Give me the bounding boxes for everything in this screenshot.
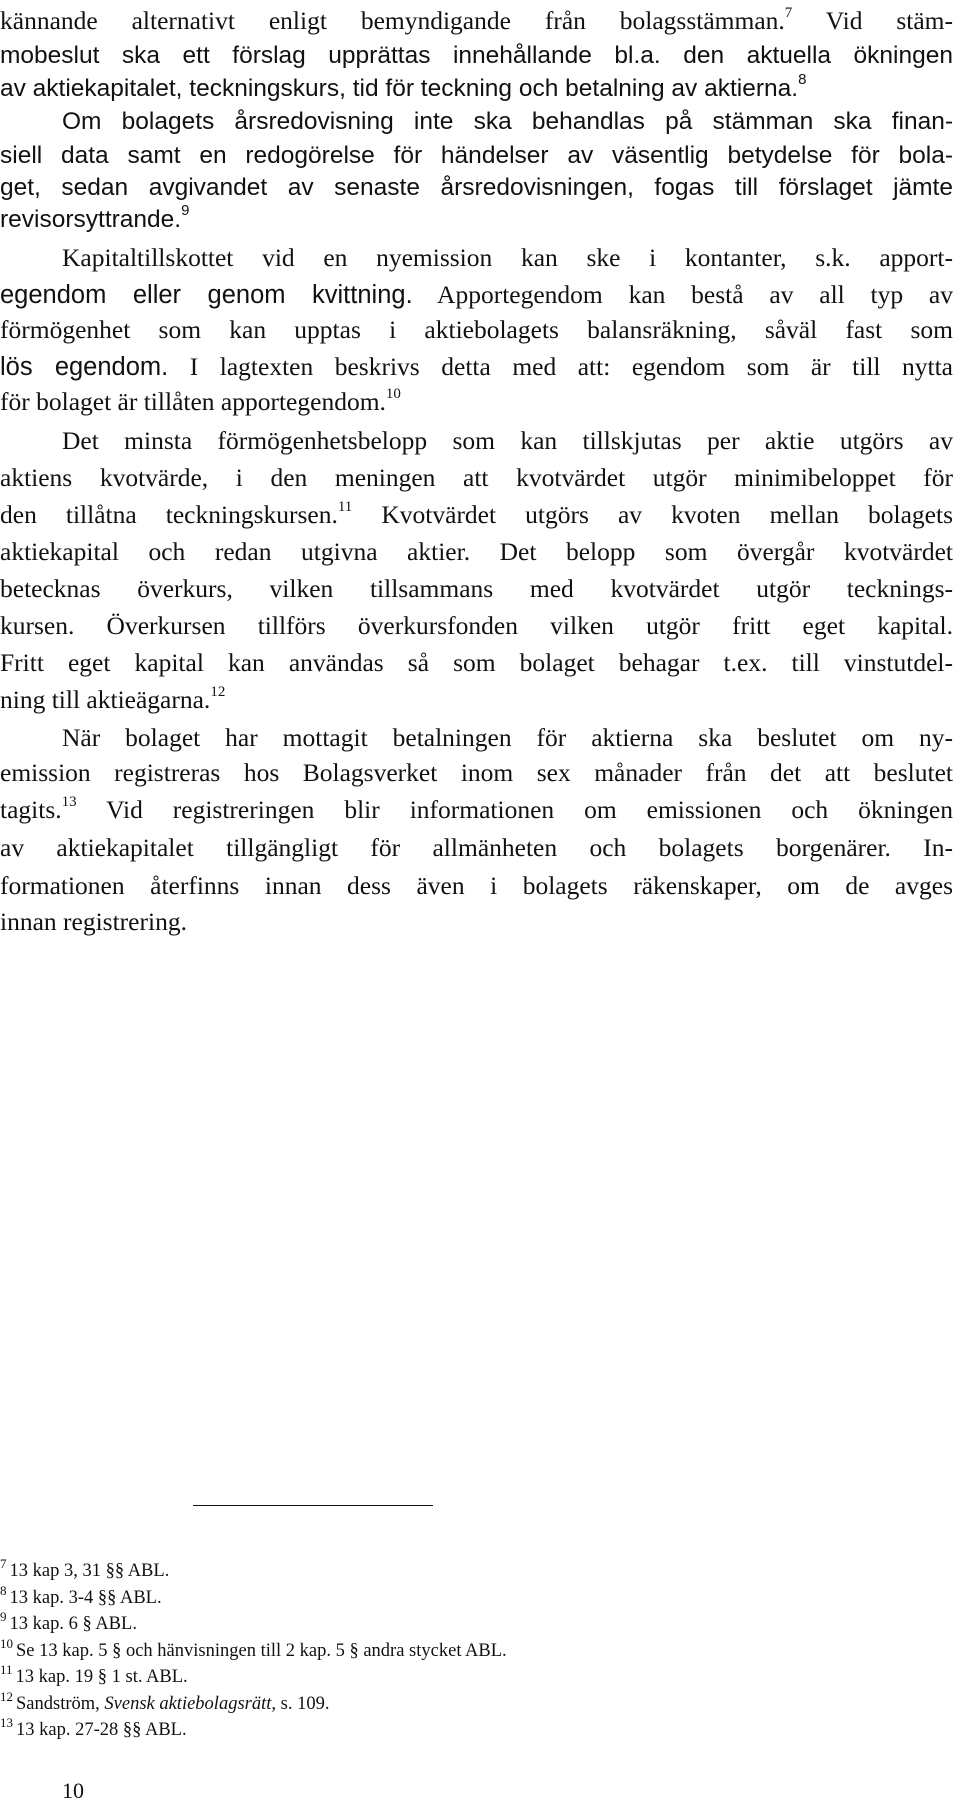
text-line — [0, 495, 953, 535]
footnote-text: 13 kap. 19 § 1 st. ABL. — [15, 1667, 188, 1687]
text-segment: Kapitaltillskottet vid en nyemission kan ske i kontanter, s.k. apport- — [62, 243, 953, 272]
text-line — [0, 569, 953, 609]
text-line — [0, 382, 953, 422]
footnote — [0, 1557, 900, 1585]
text-segment: Apportegendom kan bestå av all typ av — [412, 280, 953, 309]
footnote-number: 9 — [0, 1609, 7, 1624]
text-segment: Vid registreringen blir informationen om emissionen och ökningen — [76, 795, 953, 824]
text-segment: ning till aktieägarna. — [0, 685, 211, 714]
text-segment: av aktiekapitalet, teckningskurs, tid för teckning och betalning av aktierna. — [0, 75, 799, 102]
footnote — [0, 1663, 900, 1691]
text-segment: formationen återfinns innan dess även i bolagets räkenskaper, om de avges — [0, 871, 953, 900]
text-line — [62, 421, 953, 461]
footnote-text: Sandström, — [16, 1694, 105, 1714]
text-segment: siell data samt en redogörelse för händelser av väsentlig betydelse för bola- — [0, 142, 953, 169]
text-segment: betecknas överkurs, vilken tillsammans med kvotvärdet utgör tecknings- — [0, 574, 953, 603]
footnote-text: 13 kap. 6 § ABL. — [9, 1614, 137, 1634]
text-line — [0, 1, 953, 41]
text-segment: kursen. Överkursen tillförs överkursfonden vilken utgör fritt eget kapital. — [0, 611, 953, 640]
text-segment: I lagtexten beskrivs detta med att: egendom som är till nytta — [168, 352, 953, 381]
footnote-number: 11 — [0, 1662, 13, 1677]
text-line — [0, 680, 953, 720]
text-segment: Det minsta förmögenhetsbelopp som kan tillskjutas per aktie utgörs av — [62, 426, 953, 455]
text-segment: Kvotvärdet utgörs av kvoten mellan bolagets — [352, 500, 954, 529]
text-line — [0, 200, 953, 240]
text-line — [0, 643, 953, 683]
footnote-reference: 10 — [385, 385, 401, 402]
footnote — [0, 1584, 900, 1612]
footnote-text: 13 kap 3, 31 §§ ABL. — [9, 1561, 170, 1581]
text-segment: förmögenhet som kan upptas i aktiebolagets balansräkning, såväl fast som — [0, 315, 953, 344]
text-line — [0, 753, 953, 793]
text-segment: När bolaget har mottagit betalningen för aktierna ska beslutet om ny- — [62, 723, 953, 752]
text-line — [0, 790, 953, 830]
text-segment: tagits. — [0, 795, 62, 824]
footnote-text: Se 13 kap. 5 § och hänvisningen till 2 kap. 5 § andra stycket ABL. — [16, 1641, 507, 1661]
footnote-reference: 8 — [798, 70, 807, 88]
text-line — [62, 238, 953, 278]
text-segment: Vid stäm- — [792, 6, 953, 35]
footnote-text: 13 kap. 27-28 §§ ABL. — [16, 1720, 187, 1740]
text-line — [0, 532, 953, 572]
footnote-number: 12 — [0, 1689, 13, 1704]
footnote — [0, 1716, 900, 1744]
text-segment: Fritt eget kapital kan användas så som bolaget behagar t.ex. till vinstutdel- — [0, 648, 953, 677]
footnote-text-tail: s. 109. — [276, 1694, 330, 1714]
footnote-number: 8 — [0, 1583, 7, 1598]
footnote-number: 10 — [0, 1636, 13, 1651]
text-segment: innan registrering. — [0, 907, 187, 936]
text-line — [0, 275, 953, 315]
footnote-number: 7 — [0, 1556, 7, 1571]
footnote-title: Svensk aktiebolagsrätt, — [104, 1694, 276, 1714]
text-segment: för bolaget är tillåten apportegendom. — [0, 387, 386, 416]
text-segment: av aktiekapitalet tillgängligt för allmänheten och bolagets borgenärer. In- — [0, 833, 953, 862]
text-line — [0, 828, 953, 868]
text-segment: aktiens kvotvärde, i den meningen att kvotvärdet utgör minimibeloppet för — [0, 463, 953, 492]
text-line — [0, 606, 953, 646]
text-line — [62, 718, 953, 758]
text-segment: den tillåtna teckningskursen. — [0, 500, 338, 529]
footnote — [0, 1610, 900, 1638]
footnote — [0, 1637, 900, 1665]
footnote-separator — [193, 1505, 433, 1506]
text-line — [0, 866, 953, 906]
text-segment: Om bolagets årsredovisning inte ska behandlas på stämman ska finan- — [62, 108, 953, 135]
footnote-reference: 12 — [210, 683, 226, 700]
footnote — [0, 1690, 900, 1718]
text-line — [0, 458, 953, 498]
text-segment: lös egendom. — [0, 353, 169, 381]
text-segment: get, sedan avgivandet av senaste årsredovisningen, fogas till förslaget jämte — [0, 174, 953, 201]
text-line — [0, 902, 953, 942]
text-segment: emission registreras hos Bolagsverket inom sex månader från det att beslutet — [0, 758, 953, 787]
text-line — [0, 347, 953, 387]
footnote-reference: 7 — [784, 4, 793, 21]
text-segment: kännande alternativt enligt bemyndigande från bolagsstämman. — [0, 6, 785, 35]
text-line — [0, 310, 953, 350]
footnote-reference: 11 — [337, 498, 353, 515]
text-segment: egendom eller genom kvittning. — [0, 281, 413, 309]
footnote-reference: 9 — [181, 201, 190, 219]
text-segment: mobeslut ska ett förslag upprättas innehållande bl.a. den aktuella ökningen — [0, 42, 953, 69]
text-segment: aktiekapital och redan utgivna aktier. Det belopp som övergår kvotvärdet — [0, 537, 953, 566]
text-segment: revisorsyttrande. — [0, 206, 182, 233]
page-number: 10 — [62, 1778, 84, 1803]
footnote-number: 13 — [0, 1715, 13, 1730]
footnote-text: 13 kap. 3-4 §§ ABL. — [9, 1588, 162, 1608]
footnote-reference: 13 — [61, 793, 77, 810]
